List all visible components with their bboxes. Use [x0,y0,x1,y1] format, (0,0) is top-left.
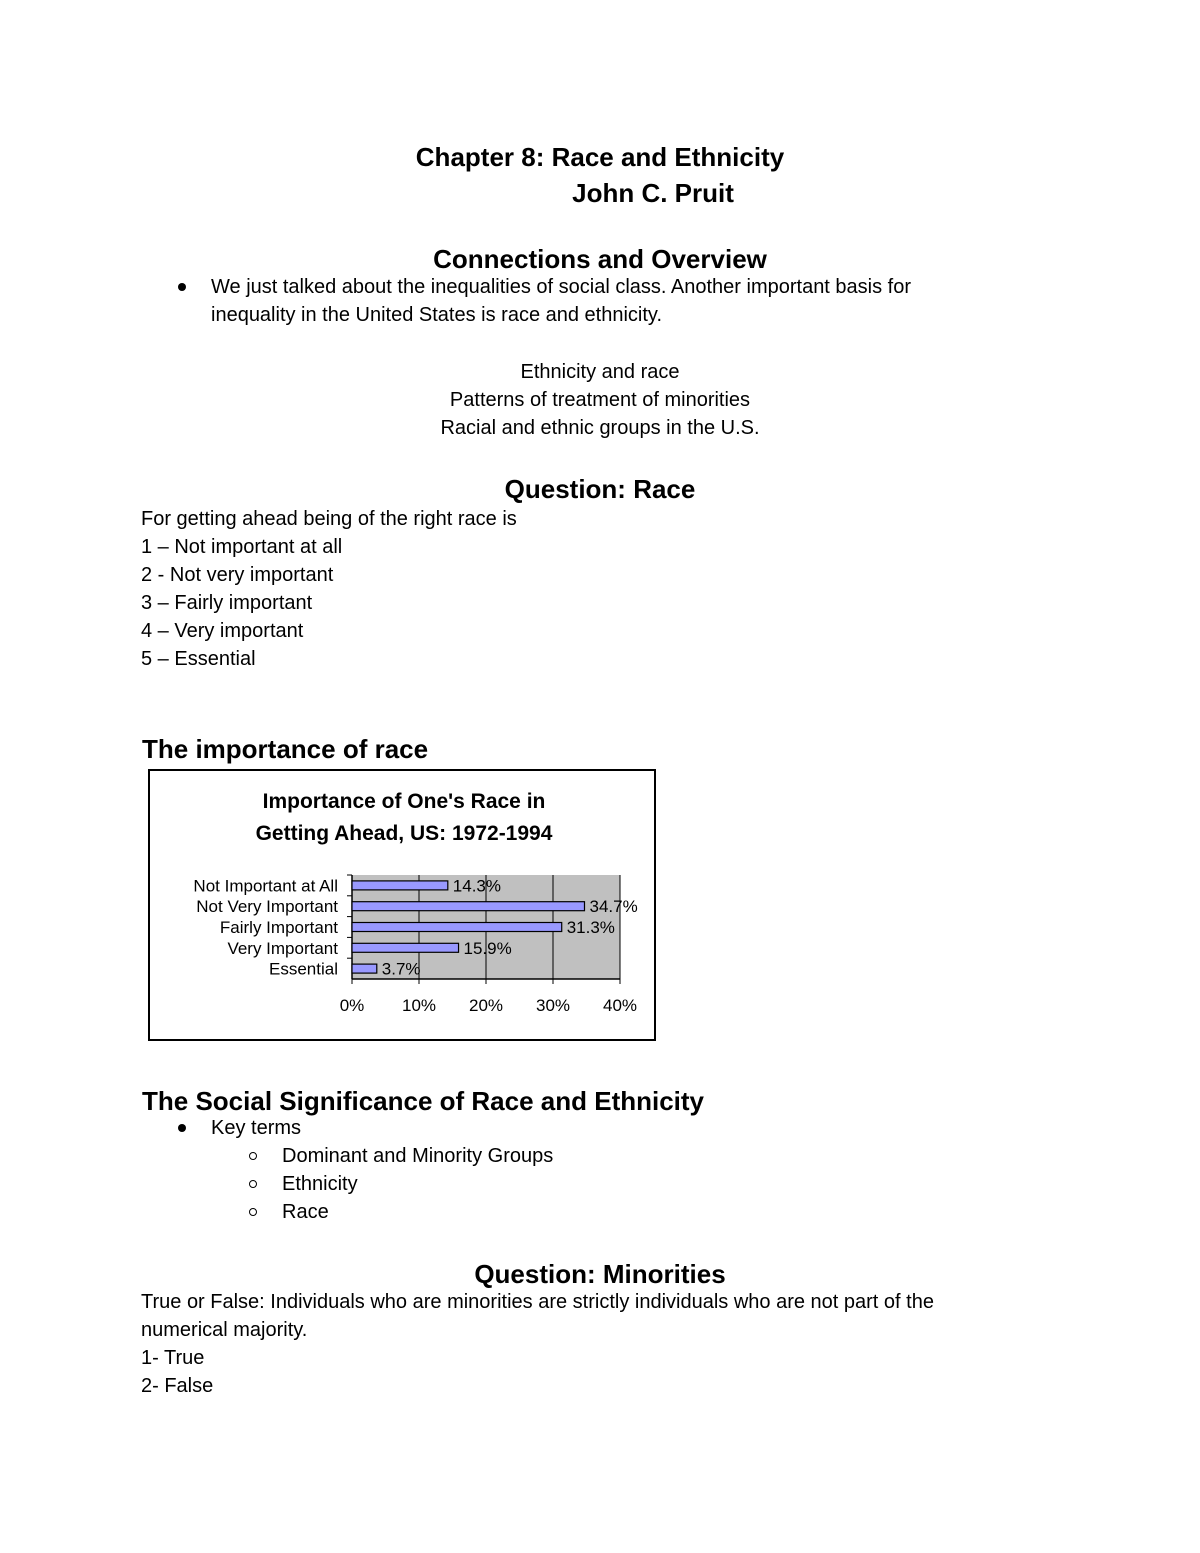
importance-heading: The importance of race [142,734,429,764]
circle-bullet-icon [249,1180,257,1188]
x-tick-label: 40% [602,996,638,1015]
connections-heading: Connections and Overview [433,244,767,274]
chart-title-line: Importance of One's Race in [262,790,546,813]
topic-line: Racial and ethnic groups in the U.S. [440,417,760,439]
topic-line: Ethnicity and race [520,361,680,383]
question-race-option: 4 – Very important [141,620,304,642]
connections-bullet-line1: We just talked about the inequalities of social class. Another important basis for [211,276,912,298]
category-label: Not Important at All [193,876,338,896]
data-label: 15.9% [463,938,512,958]
circle-bullet-icon [249,1208,257,1216]
category-label: Not Very Important [196,897,338,917]
question-race-heading: Question: Race [504,474,696,504]
social-subitem: Ethnicity [282,1173,358,1195]
question-minorities-option: 2- False [141,1375,214,1397]
category-label: Fairly Important [219,918,338,937]
bar-chart [150,771,654,1039]
category-label: Very Important [227,938,338,958]
bar [352,943,459,952]
chart-frame [148,769,656,1041]
topic-line: Patterns of treatment of minorities [449,389,751,411]
x-tick-label: 20% [468,996,504,1015]
x-tick-label: 0% [339,996,365,1015]
social-subitem: Race [282,1201,329,1223]
question-minorities-line2: numerical majority. [141,1319,308,1341]
data-label: 31.3% [566,918,615,937]
social-heading: The Social Significance of Race and Ethnicity [142,1086,705,1116]
social-bullet: Key terms [211,1117,302,1139]
data-label: 14.3% [452,876,502,896]
bullet-icon [178,283,186,291]
circle-bullet-icon [249,1152,257,1160]
bar [352,902,584,911]
question-minorities-heading: Question: Minorities [474,1259,726,1289]
bar [352,923,562,932]
connections-bullet-line2: inequality in the United States is race and ethnicity. [211,304,662,326]
document-author: John C. Pruit [572,178,734,208]
data-label: 3.7% [381,959,421,979]
data-label: 34.7% [589,897,638,917]
bar [352,881,448,890]
x-tick-label: 30% [535,996,571,1015]
question-minorities-option: 1- True [141,1347,205,1369]
document-title: Chapter 8: Race and Ethnicity [415,142,785,172]
question-race-option: 1 – Not important at all [141,536,343,558]
bullet-icon [178,1124,186,1132]
x-tick-label: 10% [401,996,437,1015]
category-label: Essential [269,959,338,979]
question-race-option: 5 – Essential [141,648,256,670]
social-subitem: Dominant and Minority Groups [282,1145,554,1167]
question-race-option: 2 - Not very important [141,564,334,586]
chart-title-line: Getting Ahead, US: 1972-1994 [255,822,553,845]
question-race-prompt: For getting ahead being of the right race is [141,508,517,530]
question-race-option: 3 – Fairly important [141,592,313,614]
bar [352,964,377,973]
question-minorities-line1: True or False: Individuals who are minorities are strictly individuals who are not part of the [141,1291,934,1313]
